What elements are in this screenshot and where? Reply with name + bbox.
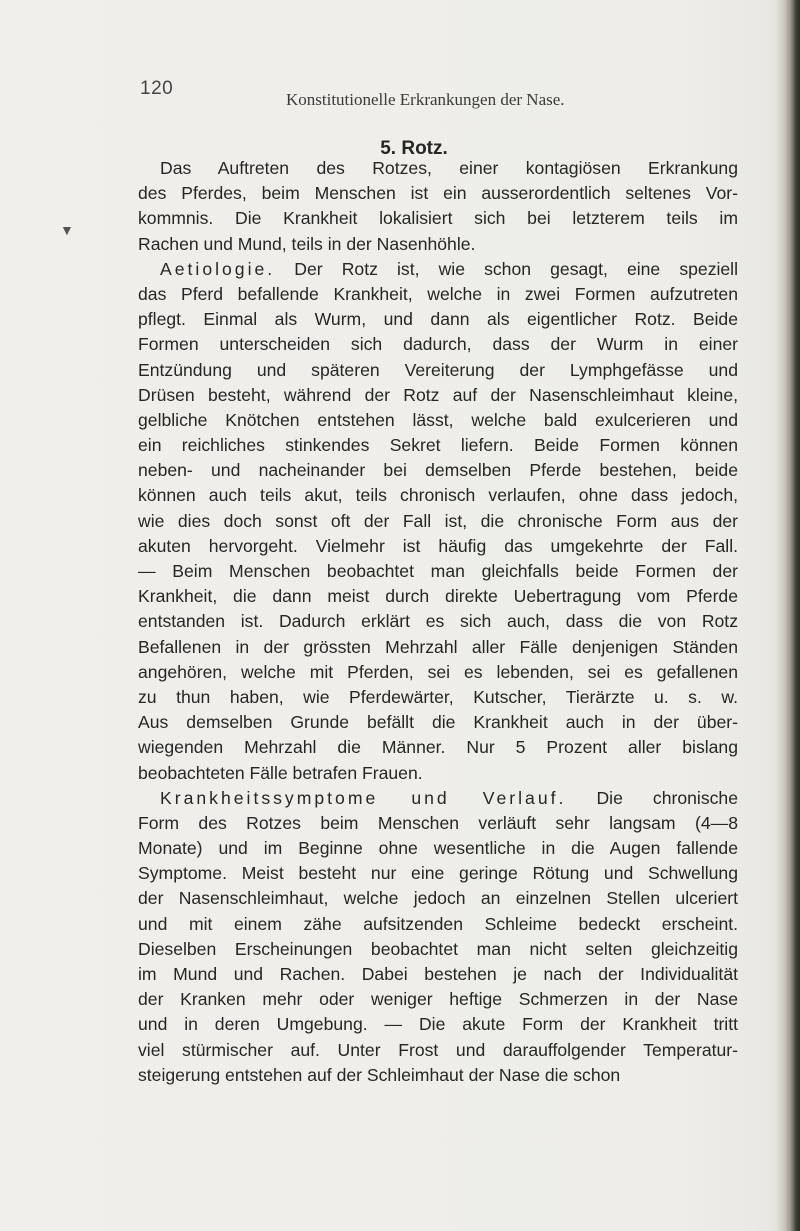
text-line: akuten hervorgeht. Vielmehr ist häufig das umgekehrte der Fall.: [138, 535, 738, 556]
text-line: gelbliche Knötchen entstehen lässt, welche bald exulcerieren und: [138, 409, 738, 430]
text-segment: Der Rotz ist, wie schon gesagt, eine speziell: [275, 258, 738, 279]
text-line: — Beim Menschen beobachtet man gleichfalls beide Formen der: [138, 561, 738, 581]
text-line: Das Auftreten des Rotzes, einer kontagiösen Erkrankung: [160, 158, 738, 178]
text-line: Form des Rotzes beim Menschen verläuft sehr langsam (4—8: [138, 812, 738, 833]
text-line: Rachen und Mund, teils in der Nasenhöhle.: [138, 233, 476, 254]
text-line: Krankheit, die dann meist durch direkte Uebertragung vom Pferde: [138, 586, 738, 607]
text-line: Entzündung und späteren Vereiterung der Lymphgefässe und: [138, 359, 738, 380]
text-line: wie dies doch sonst oft der Fall ist, die chronische Form aus der: [138, 510, 738, 531]
text-line: und in deren Umgebung. — Die akute Form der Krankheit tritt: [138, 1014, 738, 1035]
running-title: Konstitutionelle Erkrankungen der Nase.: [286, 90, 565, 109]
book-edge-shadow: [776, 0, 800, 1231]
text-line: Dieselben Erscheinungen beobachtet man nicht selten gleichzeitig: [138, 938, 738, 959]
text-line: neben- und nacheinander bei demselben Pferde bestehen, beide: [138, 460, 738, 481]
subheading-krankheitssymptome: Krankheitssymptome und Verlauf.: [160, 787, 567, 808]
text-line: beobachteten Fälle betrafen Frauen.: [138, 762, 423, 783]
text-segment: Die chronische: [566, 787, 738, 808]
text-line: im Mund und Rachen. Dabei bestehen je nach der Individualität: [138, 964, 738, 984]
text-line: zu thun haben, wie Pferdewärter, Kutscher, Tierärzte u. s. w.: [138, 686, 738, 707]
page-number: 120: [140, 78, 174, 99]
text-line: kommnis. Die Krankheit lokalisiert sich bei letzterem teils im: [138, 208, 738, 229]
text-line: angehören, welche mit Pferden, sei es lebenden, sei es gefallenen: [138, 661, 738, 682]
text-line: pflegt. Einmal als Wurm, und dann als eigentlicher Rotz. Beide: [138, 309, 738, 330]
text-line: wiegenden Mehrzahl die Männer. Nur 5 Prozent aller bislang: [138, 737, 738, 758]
text-line: [138, 786, 738, 811]
page-header: [140, 78, 640, 112]
text-line: der Kranken mehr oder weniger heftige Schmerzen in der Nase: [138, 989, 738, 1010]
text-line: entstanden ist. Dadurch erklärt es sich auch, dass die von Rotz: [138, 611, 738, 632]
text-line: Aus demselben Grunde befällt die Krankheit auch in der über-: [138, 712, 738, 733]
text-line: Befallenen in der grössten Mehrzahl aller Fälle denjenigen Ständen: [138, 636, 738, 657]
body-text: [138, 156, 738, 1088]
text-line: und mit einem zähe aufsitzenden Schleime bedeckt erscheint.: [138, 913, 738, 934]
text-line: der Nasenschleimhaut, welche jedoch an einzelnen Stellen ulceriert: [138, 888, 738, 909]
section-title: 5. Rotz.: [380, 138, 448, 159]
text-line: Monate) und im Beginne ohne wesentliche in die Augen fallende: [138, 838, 738, 859]
text-line: [138, 257, 738, 282]
text-line: des Pferdes, beim Menschen ist ein ausserordentlich seltenes Vor-: [138, 183, 738, 204]
text-line: viel stürmischer auf. Unter Frost und darauffolgender Temperatur-: [138, 1039, 738, 1060]
text-line: Drüsen besteht, während der Rotz auf der Nasenschleimhaut kleine,: [138, 384, 738, 405]
text-line: steigerung entstehen auf der Schleimhaut der Nase die schon: [138, 1064, 621, 1085]
text-line: Symptome. Meist besteht nur eine geringe Rötung und Schwellung: [138, 863, 738, 884]
text-line: ein reichliches stinkendes Sekret liefern. Beide Formen können: [138, 435, 738, 456]
text-line: das Pferd befallende Krankheit, welche in zwei Formen aufzutreten: [138, 283, 738, 304]
text-line: Formen unterscheiden sich dadurch, dass der Wurm in einer: [138, 334, 738, 355]
margin-mark: ▼: [60, 222, 74, 238]
text-line: können auch teils akut, teils chronisch verlaufen, ohne dass jedoch,: [138, 485, 738, 506]
subheading-aetiologie: Aetiologie.: [160, 258, 276, 279]
